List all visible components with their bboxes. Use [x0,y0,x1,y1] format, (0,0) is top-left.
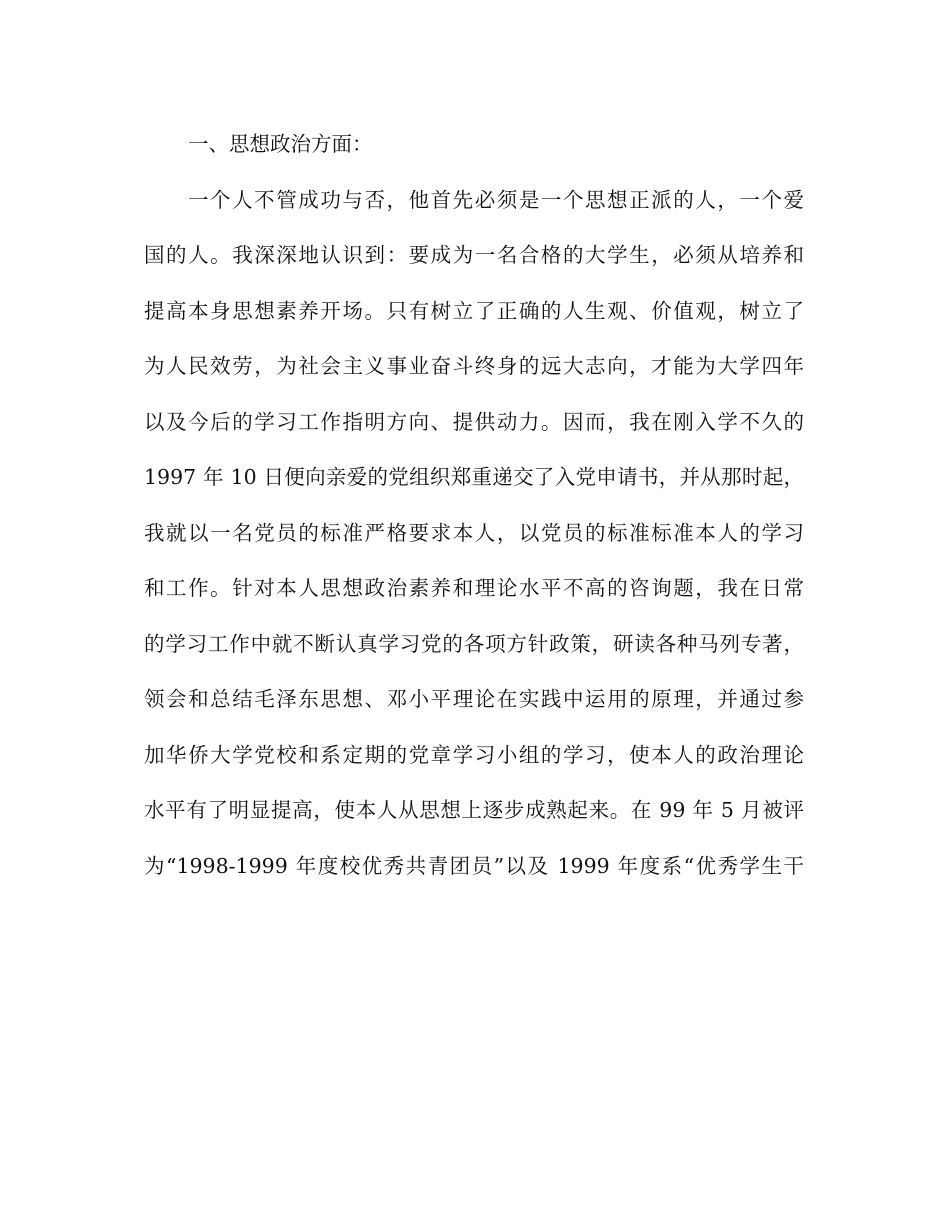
paragraph-line: 为人民效劳，为社会主义事业奋斗终身的远大志向，才能为大学四年 [144,354,804,378]
paragraph-line: 提高本身思想素养开场。只有树立了正确的人生观、价值观，树立了 [144,298,804,323]
paragraph-line: 我就以一名党员的标准严格要求本人，以党员的标准标准本人的学习 [144,520,804,545]
paragraph-line: 为“1998-1999 年度校优秀共青团员”以及 1999 年度系“优秀学生干 [144,853,804,878]
paragraph-line: 领会和总结毛泽东思想、邓小平理论在实践中运用的原理，并通过参 [144,687,804,711]
paragraph-line: 的学习工作中就不断认真学习党的各项方针政策，研读各种马列专著， [144,631,804,656]
paragraph-line: 加华侨大学党校和系定期的党章学习小组的学习，使本人的政治理论 [144,742,804,767]
document-body [144,122,804,899]
section-heading: 一、思想政治方面： [188,132,373,156]
paragraph-line: 一个人不管成功与否，他首先必须是一个思想正派的人，一个爱 [188,187,804,212]
paragraph-line: 国的人。我深深地认识到：要成为一名合格的大学生，必须从培养和 [144,243,804,267]
paragraph-line: 1997 年 10 日便向亲爱的党组织郑重递交了入党申请书，并从那时起， [144,465,804,489]
paragraph-line: 和工作。针对本人思想政治素养和理论水平不高的咨询题，我在日常 [144,576,804,600]
paragraph-line: 水平有了明显提高，使本人从思想上逐步成熟起来。在 99 年 5 月被评 [144,798,804,822]
paragraph-line: 以及今后的学习工作指明方向、提供动力。因而，我在刚入学不久的 [144,409,804,434]
